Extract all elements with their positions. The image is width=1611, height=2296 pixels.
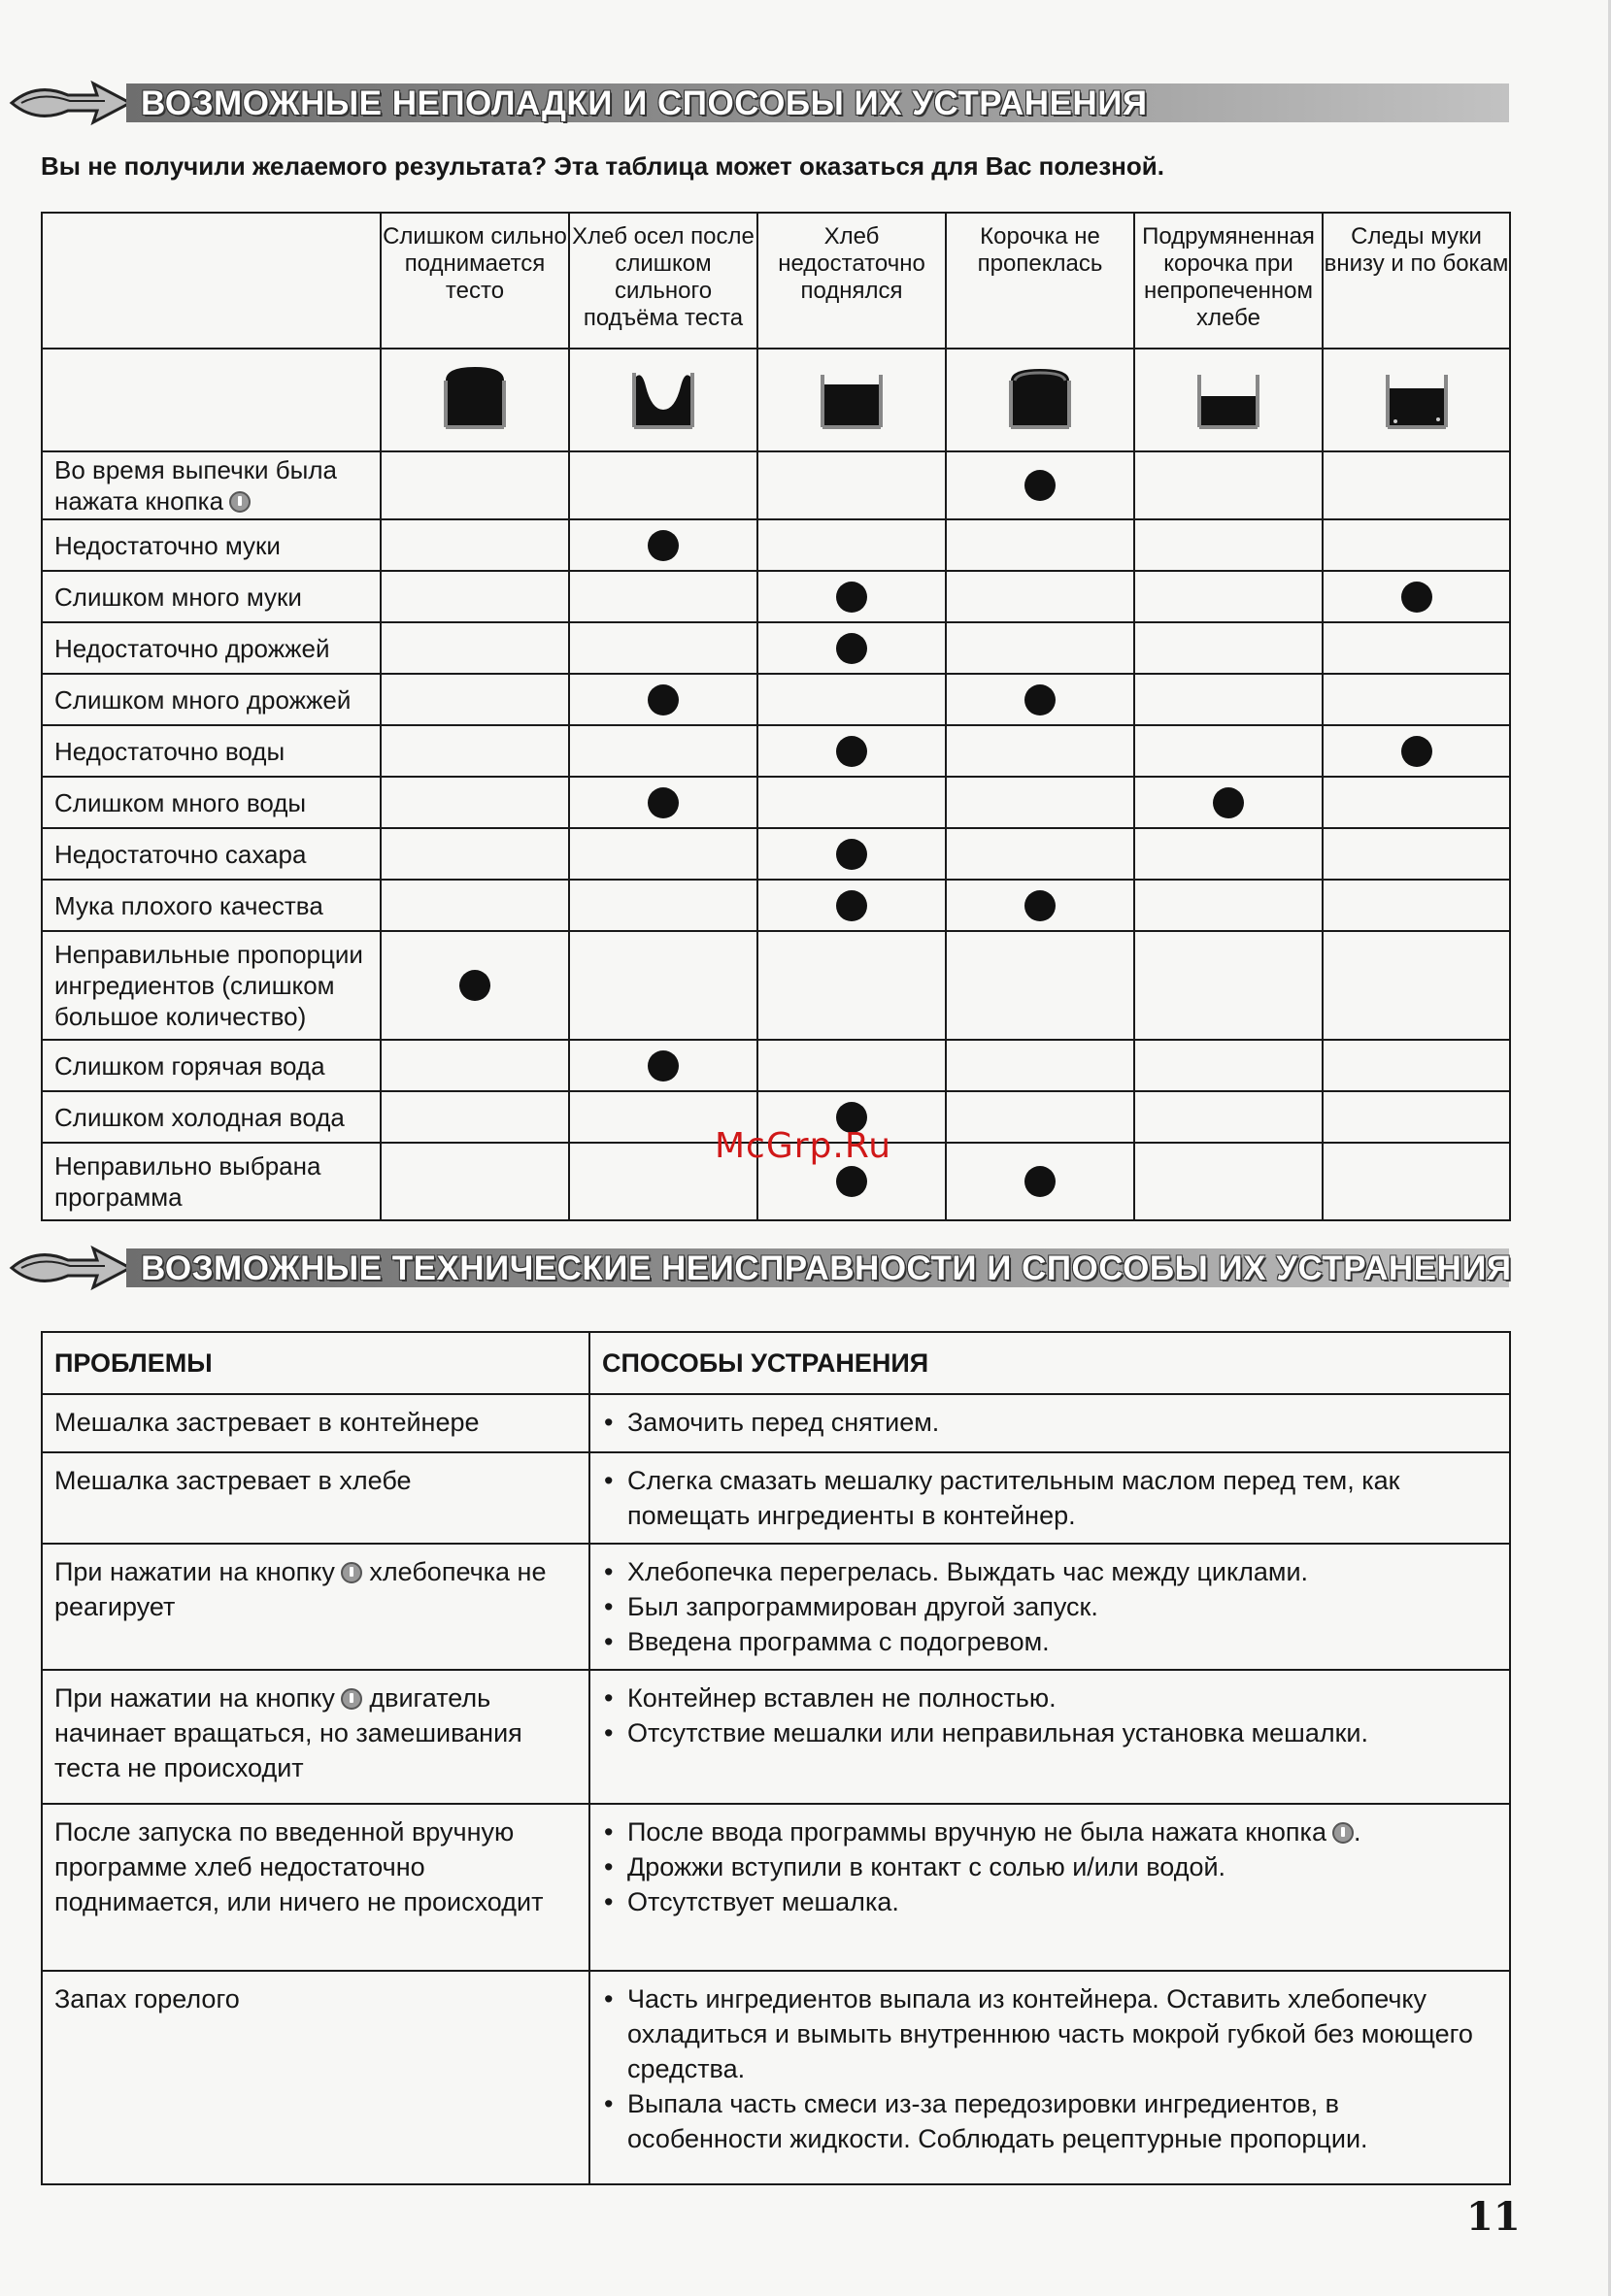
solution-text: Был запрограммирован другой запуск. [627,1592,1098,1621]
corner-cell [42,213,381,349]
grid-cell [1323,622,1510,674]
grid-cell [1323,451,1510,519]
grid-cell [569,622,757,674]
problem-cell [42,1971,589,2184]
solution-text: Контейнер вставлен не полностью. [627,1683,1057,1713]
grid-cell [1323,828,1510,880]
loaf-icon-cell [569,349,757,451]
grid-cell [1323,931,1510,1040]
grid-cell [569,828,757,880]
grid-cell [381,519,569,571]
solution-cell [589,1394,1510,1452]
column-header: Хлеб недостаточно поднялся [757,213,946,349]
solution-list [602,1981,1497,2156]
grid-cell [946,1143,1134,1220]
solution-item [602,1981,1497,2086]
solution-item [602,1715,1497,1750]
grid-cell [946,931,1134,1040]
row-label [42,777,381,828]
solution-cell [589,1452,1510,1544]
table-row [42,1394,1510,1452]
grid-cell [1134,1040,1323,1091]
marker-dot [648,684,679,715]
problem-text: Мешалка застревает в хлебе [54,1466,412,1495]
table-row [42,1670,1510,1804]
marker-dot [648,787,679,818]
row-label-text: Недостаточно сахара [54,839,307,869]
row-label-text: Слишком холодная вода [54,1102,345,1132]
grid-cell [1134,931,1323,1040]
table-row [42,1040,1510,1091]
marker-dot [836,839,867,870]
grid-cell [1323,725,1510,777]
grid-cell [946,622,1134,674]
table-row [42,931,1510,1040]
solution-item: • После ввода программы вручную не была нажата кнопка . [602,1814,1497,1849]
grid-cell [569,674,757,725]
problem-cell [42,1544,589,1670]
row-label-text: Недостаточно муки [54,530,281,560]
grid-cell [381,777,569,828]
solution-cell [589,1670,1510,1804]
marker-dot [1401,582,1432,613]
problem-cell [42,1394,589,1452]
start-button-icon [229,491,251,513]
loaf-low-icon [817,363,887,433]
solution-text: После ввода программы вручную не была нажата кнопка [627,1817,1326,1847]
grid-cell [381,931,569,1040]
troubleshooting-grid [41,212,1511,1221]
grid-cell [757,451,946,519]
table-row [42,622,1510,674]
marker-dot [648,530,679,561]
grid-cell [569,777,757,828]
row-label [42,451,381,519]
solution-text: Отсутствие мешалки или неправильная установка мешалки. [627,1718,1369,1747]
column-header: Следы муки внизу и по бокам [1323,213,1510,349]
grid-cell [757,777,946,828]
solution-text: Часть ингредиентов выпала из контейнера. Оставить хлебопечку охладиться и вымыть внутреннюю часть мокрой губкой без моющего средства. [627,1984,1473,2083]
marker-dot [1024,890,1056,921]
solution-item [602,1884,1497,1919]
marker-dot [836,890,867,921]
row-label [42,571,381,622]
section-banner-2 [0,1235,1611,1297]
grid-cell [1134,451,1323,519]
grid-cell [757,1040,946,1091]
solution-cell [589,1544,1510,1670]
grid-cell [381,674,569,725]
grid-cell [381,725,569,777]
row-label-text: Во время выпечки была нажата кнопка [54,455,337,516]
row-label [42,674,381,725]
grid-cell [1323,777,1510,828]
grid-cell [946,1040,1134,1091]
marker-dot [1024,1166,1056,1197]
loaf-flour-icon [1382,363,1452,433]
solution-item [602,1405,1497,1440]
grid-cell [946,519,1134,571]
problem-cell [42,1452,589,1544]
solution-cell [589,1804,1510,1971]
grid-cell [1323,1091,1510,1143]
solution-item [602,1624,1497,1659]
arrow-icon [8,1241,134,1295]
loaf-half-icon [1193,363,1263,433]
column-header: Корочка не пропеклась [946,213,1134,349]
loaf-icon-cell [1323,349,1510,451]
problem-text: После запуска по введенной вручную программе хлеб недостаточно поднимается, или ничего не происходит [54,1817,544,1916]
problem-text: Мешалка застревает в контейнере [54,1408,480,1437]
arrow-icon [8,76,134,130]
row-label [42,519,381,571]
grid-cell [757,519,946,571]
section-banner [0,70,1611,132]
start-button-icon [341,1688,362,1710]
solution-text: Дрожжи вступили в контакт с солью и/или водой. [627,1852,1226,1881]
grid-cell [569,880,757,931]
column-header: Хлеб осел после слишком сильного подъёма теста [569,213,757,349]
grid-cell [381,571,569,622]
grid-cell [1323,1040,1510,1091]
row-label-text: Недостаточно воды [54,736,285,766]
grid-cell [1323,571,1510,622]
grid-cell [381,1143,569,1220]
grid-cell [1134,622,1323,674]
solution-list [602,1554,1497,1659]
marker-dot [836,582,867,613]
subtitle: Вы не получили желаемого результата? Эта таблица может оказаться для Вас полезной. [41,151,1164,181]
row-label [42,725,381,777]
grid-cell [946,674,1134,725]
table-row [42,1544,1510,1670]
table-row [42,519,1510,571]
grid-cell [381,880,569,931]
grid-cell [946,777,1134,828]
marker-dot [836,736,867,767]
problem-text: хлебопечка не реагирует [54,1557,547,1621]
column-header: Слишком сильно поднимается тесто [381,213,569,349]
solution-list [602,1814,1497,1919]
row-label-text: Слишком горячая вода [54,1050,325,1081]
grid-cell [381,622,569,674]
grid-cell [569,931,757,1040]
marker-dot [648,1050,679,1081]
grid-cell [381,1091,569,1143]
table-row [42,451,1510,519]
solution-list [602,1405,1497,1440]
table-row [42,1971,1510,2184]
table-row [42,725,1510,777]
grid-cell [569,451,757,519]
grid-cell [381,451,569,519]
marker-dot [836,633,867,664]
grid-cell [1323,519,1510,571]
grid-cell [757,931,946,1040]
row-label [42,880,381,931]
grid-cell [946,880,1134,931]
grid-cell [1134,880,1323,931]
problem-text: При нажатии на кнопку [54,1683,335,1713]
loaf-tall-icon [440,363,510,433]
row-label [42,931,381,1040]
problem-cell [42,1804,589,1971]
loaf-icon-cell [946,349,1134,451]
table-row [42,777,1510,828]
grid-cell [757,622,946,674]
row-label-text: Слишком много муки [54,582,302,612]
grid-cell [569,519,757,571]
corner-cell [42,349,381,451]
marker-dot [1024,684,1056,715]
row-label-text: Недостаточно дрожжей [54,633,330,663]
row-label [42,1040,381,1091]
solution-item [602,1463,1497,1533]
col-problems-header: ПРОБЛЕМЫ [42,1332,589,1394]
solution-list [602,1463,1497,1533]
problem-text: Запах горелого [54,1984,240,2013]
loaf-icon-cell [757,349,946,451]
grid-cell [1134,777,1323,828]
grid-cell [1134,519,1323,571]
loaf-icon-cell [381,349,569,451]
solution-item [602,1680,1497,1715]
marker-dot [1024,470,1056,501]
solution-item [602,1849,1497,1884]
grid-cell [946,828,1134,880]
loaf-pale-crust-icon [1005,363,1075,433]
solution-cell [589,1971,1510,2184]
grid-cell [569,1040,757,1091]
row-label-text: Неправильно выбрана программа [54,1151,321,1212]
grid-cell [1134,725,1323,777]
row-label-text: Слишком много воды [54,787,307,817]
row-label [42,1091,381,1143]
grid-cell [569,571,757,622]
solution-text: Хлебопечка перегрелась. Выждать час между циклами. [627,1557,1309,1586]
row-label-text: Слишком много дрожжей [54,684,352,715]
grid-cell [946,725,1134,777]
solution-text: Выпала часть смеси из-за передозировки ингредиентов, в особенности жидкости. Соблюдать рецептурные пропорции. [627,2089,1368,2153]
problem-text: двигатель начинает вращаться, но замешивания теста не происходит [54,1683,522,1782]
grid-cell [1134,828,1323,880]
marker-dot [1213,787,1244,818]
grid-cell [757,571,946,622]
grid-cell [381,1040,569,1091]
grid-cell [1134,1143,1323,1220]
loaf-icon-cell [1134,349,1323,451]
solution-text: Введена программа с подогревом. [627,1627,1050,1656]
grid-cell [946,451,1134,519]
solution-text: Слегка смазать мешалку растительным маслом перед тем, как помещать ингредиенты в контейнер. [627,1466,1400,1530]
grid-cell [1134,571,1323,622]
grid-cell [1134,674,1323,725]
column-header: Подрумяненная корочка при непропеченном хлебе [1134,213,1323,349]
technical-table [41,1331,1511,2185]
watermark: McGrp.Ru [715,1126,892,1166]
grid-cell [757,880,946,931]
solution-item [602,1554,1497,1589]
table-row [42,828,1510,880]
row-label-text: Неправильные пропорции ингредиентов (слишком большое количество) [54,940,363,1031]
table-row [42,880,1510,931]
table-row [42,571,1510,622]
solution-text: Замочить перед снятием. [627,1408,940,1437]
grid-cell [946,1091,1134,1143]
row-label [42,828,381,880]
loaf-sunken-icon [628,363,698,433]
solution-text: Отсутствует мешалка. [627,1887,899,1916]
solution-list [602,1680,1497,1750]
grid-cell [1323,674,1510,725]
start-button-icon [341,1562,362,1583]
solution-item [602,2086,1497,2156]
table-row [42,1804,1510,1971]
row-label [42,622,381,674]
section-title-2: ВОЗМОЖНЫЕ ТЕХНИЧЕСКИЕ НЕИСПРАВНОСТИ И СПОСОБЫ ИХ УСТРАНЕНИЯ [141,1249,1512,1287]
start-button-icon [1332,1822,1354,1844]
grid-cell [381,828,569,880]
col-solutions-header: СПОСОБЫ УСТРАНЕНИЯ [589,1332,1510,1394]
row-label [42,1143,381,1220]
marker-dot [836,1166,867,1197]
grid-cell [1134,1091,1323,1143]
solution-item [602,1589,1497,1624]
grid-cell [1323,1143,1510,1220]
grid-cell [757,674,946,725]
page-number: 11 [1466,2194,1521,2240]
marker-dot [459,970,490,1001]
table-row [42,1452,1510,1544]
problem-text: При нажатии на кнопку [54,1557,335,1586]
marker-dot [1401,736,1432,767]
grid-cell [757,725,946,777]
section-title: ВОЗМОЖНЫЕ НЕПОЛАДКИ И СПОСОБЫ ИХ УСТРАНЕНИЯ [141,84,1148,122]
problem-cell [42,1670,589,1804]
grid-cell [757,828,946,880]
grid-cell [1323,880,1510,931]
grid-cell [946,571,1134,622]
table-row [42,674,1510,725]
row-label-text: Мука плохого качества [54,890,323,920]
grid-cell [569,725,757,777]
